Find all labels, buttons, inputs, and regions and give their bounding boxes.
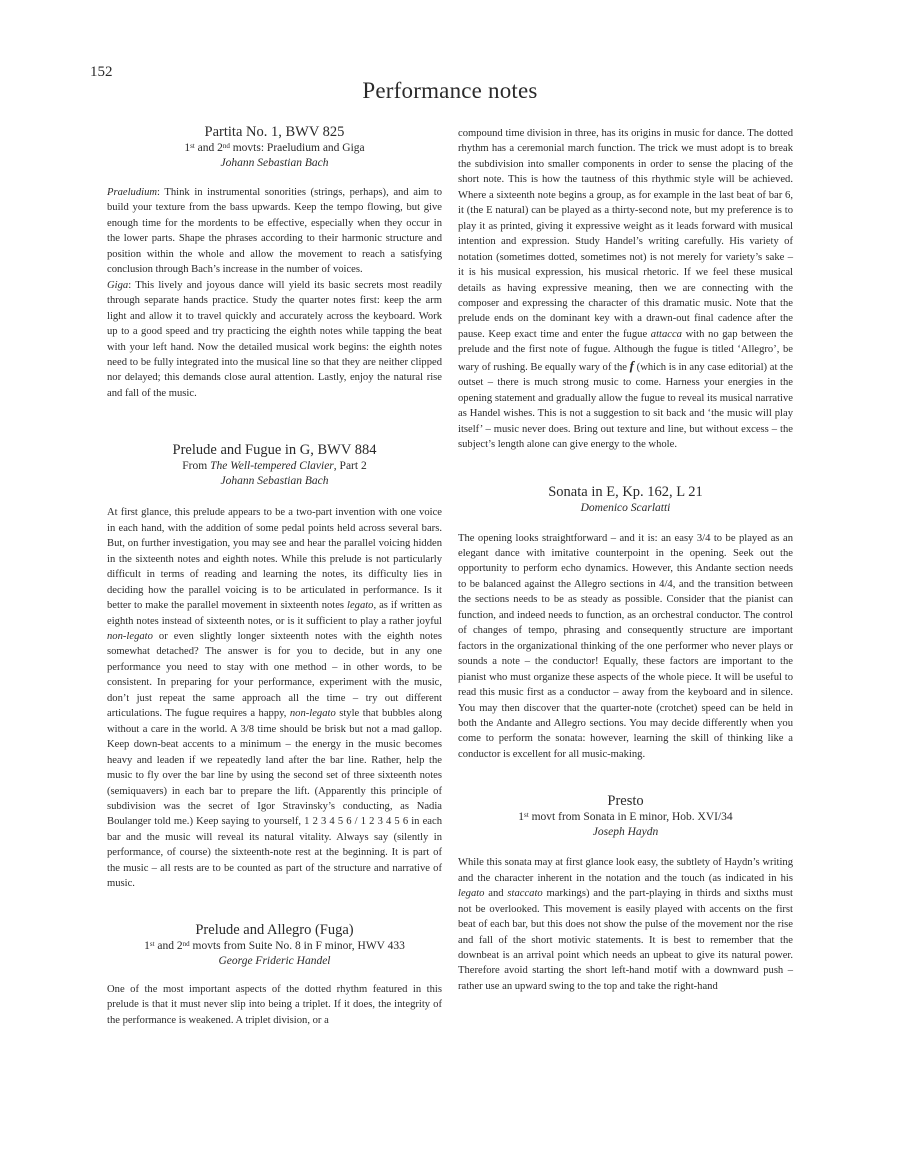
page-number: 152 [90,64,113,80]
partita-header [107,124,442,171]
subtitle-text: movts: Praeludium and Giga [229,142,365,154]
paragraph-text: or even slightly longer sixteenth notes with the eighth notes somewhat detached? The answer is for you to decide, but in any one performance you need to stay with one method – in other words, to be consistent. In preparing for your performance, experiment with the music, don’t just repeat the same approach all the time – try out different articulations. The fugue requires a happy, [107,630,442,720]
work-title: The Well-tempered Clavier [210,460,334,473]
superscript: st [524,811,529,820]
subtitle-text: movts from Suite No. 8 in F minor, HWV 433 [189,939,405,952]
paragraph [458,126,793,453]
paragraph-text: compound time division in three, has its origins in music for dance. The dotted rhythm has a ceremonial march function. The trick we must adopt is to break the subdivision into smaller components in order to sense the placing of the short note. This is how the tautness of this rhythmic style will be achieved. Where a sixteenth note begins a group, as for example in the last beat of bar 6, it (the E natural) can be played as a thirty-second note, but my preference is to play it as printed, giving it expressive weight as it leads forward with musical intention and expression. Study Handel’s writing carefully. His variety of notation (sometimes dotted, sometimes not) is not merely for variety’s sake – it is his musical expression, his musical rhetoric. If we feel these musical details as having expressive meaning, then we are connecting with the composer and expressing the character of this dramatic music. Note that the prelude ends on the dominant key with a drawn-out final cadence after the pause. Keep exact time and enter the fugue [458,128,793,340]
paragraph-text: (which is in any case editorial) at the outset – there is much strong music to come. Harness your energies in the opening statement and gradually allow the fugue to reveal its musical narrative as Handel wishes. This is not a suggestion to sit back and ‘the music will play itself’ – music never does. Bring out texture and line, but without excess – the subject’s length alone can give energy to the whole. [458,361,793,451]
paragraph: One of the most important aspects of the dotted rhythm featured in this prelude is that it must never slip into being a triplet. If it does, the integrity of the performance is weakened. A triplet division, or a [107,983,442,1026]
paragraph-text: with no gap between the prelude and the first note of fugue. Although the fugue is titled ‘Allegro’, be wary of rushing. Be equally wary of the [458,328,793,373]
composer-name: Johann Sebastian Bach [220,475,329,488]
scarlatti-header [458,484,793,516]
italic-term: non-legato [289,708,336,720]
composer-name: Johann Sebastian Bach [220,157,329,169]
section-title: Prelude and Allegro (Fuga) [195,921,354,938]
superscript: st [149,939,155,948]
paragraph [107,278,442,402]
haydn-header [458,793,793,840]
forte-mark: f [629,357,634,373]
composer-name: George Frideric Handel [218,954,331,967]
subtitle-text: 1 [518,811,525,824]
page-title: Performance notes [362,78,538,103]
paragraph-text: While this sonata may at first glance look easy, the subtlety of Haydn’s writing and the character inherent in the notation and the touch (as indicated in his [458,857,793,884]
right-column [458,124,793,994]
subtitle-text: and 2 [154,939,183,952]
section-title: Presto [607,793,644,810]
section-title: Sonata in E, Kp. 162, L 21 [548,483,703,500]
paragraph-text: style that bubbles along without a care in the world. A 3/8 time should be brisk but not a mad gallop. Keep down-beat accents to a minimum – the energy in the music becomes heavy and leaden if we repeatedly land after the bar line. Rather, help the music to fly over the bar line by using the second set of three sixteenth notes (semiquavers) in each bar to prepare the lift. (Apparently this principle of subdivision was the secret of Igor Stravinsky’s conducting, as Nadia Boulanger told me.) Keep saying to yourself, 1 2 3 4 5 6 / 1 2 3 4 5 6 in each bar and the music will reveal its natural vitality. Always say (silently in performance, of course) the sixteenth-note rest at the beginning. It is part of the music – all rests are to be counted as part of the structure and narrative of music. [107,708,442,890]
paragraph-text: : Think in instrumental sonorities (strings, perhaps), and aim to build your texture from the bass upwards. Keep the tempo flowing, but give enough time for the mordents to be effective, especially when they occur in the lower parts. Shape the phrases according to their harmonic structure and position within the whole and allow the movement to reach a satisfying conclusion through Bach’s increase in the number of voices. [107,187,442,276]
composer-name: Domenico Scarlatti [580,501,671,514]
italic-term: staccato [507,888,543,900]
bwv884-header [107,442,442,489]
paragraph: The opening looks straightforward – and it is: an easy 3/4 to be played as an elegant dance with imitative counterpoint in the opening. Seek out the opportunity to perform echo dynamics. However, this Andante section needs to be balanced against the Allegro sections in 4/4, and the transition between the sections needs to be as steady as possible. Consider that the pianist can function, and indeed needs to function, as an orchestral conductor. The control of changes of tempo, phrasing and consequently structure are important factors in the organizational thinking of the one performer who never plays or sounds a note – the conductor! Equally, these factors are important to the pianist who must organize these aspects of the whole piece. It will be useful to read this music first as a conductor – away from the keyboard and in silence. You may then discover that the quarter-note (crotchet) speed can be held in both the Andante and Allegro sections. You may decide differently when you come to perform the sonata: however, learning the skill of thinking like a conductor is excellent for all music-making. [458,532,793,760]
section-subtitle [107,459,442,474]
left-column [107,124,442,1028]
paragraph-text: , as if written as eighth notes instead of sixteenth notes, or is it sufficient to play a rather joyful [107,600,443,627]
paragraph [107,505,442,891]
section-subtitle [458,810,793,825]
paragraph [107,185,442,278]
italic-term: legato [458,888,485,900]
italic-label: Giga [107,279,129,291]
superscript: st [190,142,195,150]
paragraph-text: : This lively and joyous dance will yield its basic secrets most readily through separate hands practice. Study the quarter notes first: keep the arm light and allow it to travel quickly and accurately across the keyboard. Work up to a good speed and try practicing the eighth notes while tapping the beat with your left hand. Now the detailed musical work begins: the eighth notes need to be fully integrated into the musical line so that they are neither clipped nor delayed; this demands close aural attention. Lastly, enjoy the natural rise and fall of the music. [107,279,442,399]
superscript: nd [222,142,230,150]
section-subtitle [107,939,442,954]
paragraph-text: At first glance, this prelude appears to be a two-part invention with one voice in each hand, with the addition of some pedal points held across several bars. But, on further investigation, you may see and hear the parallel voicing hidden in the sixteenth notes and eighth notes. While this prelude is not particularly difficult in terms of reading and learning the notes, its difficulty lies in deciding how the parallel voicing is to be articulated in performance. Is it better to make the parallel movement in sixteenth notes [107,507,442,612]
section-title: Prelude and Fugue in G, BWV 884 [172,442,377,459]
subtitle-text: movt from Sonata in E minor, Hob. XVI/34 [528,811,733,824]
paragraph [458,855,793,994]
subtitle-text: and 2 [194,142,223,154]
subtitle-text: 1 [144,939,150,952]
superscript: nd [182,939,190,948]
section-title: Partita No. 1, BWV 825 [204,124,345,140]
composer-name: Joseph Haydn [592,826,659,839]
paragraph-text: markings) and the part-playing in thirds and sixths must not be overlooked. This movement is easily played with accents on the first beat of each bar, but this does not show the pulse of the movement nor the rise and fall of the short motivic statements. It is best to remember that the downbeat is an arrival point which needs an upbeat to give its natural power. Therefore avoid starting the short left-hand motif with a downward push – rather use an upward swing to the top and take the right-hand [458,888,793,992]
italic-term: legato [347,600,374,612]
paragraph-text: and [484,888,508,900]
handel-header [107,922,442,969]
italic-label: Praeludium [107,187,158,198]
section-subtitle: 1st and 2nd movts: Praeludium and Giga [184,142,365,154]
subtitle-text: From [182,460,211,473]
italic-term: non-legato [107,630,153,642]
italic-term: attacca [650,328,682,340]
subtitle-text: , Part 2 [333,460,367,473]
